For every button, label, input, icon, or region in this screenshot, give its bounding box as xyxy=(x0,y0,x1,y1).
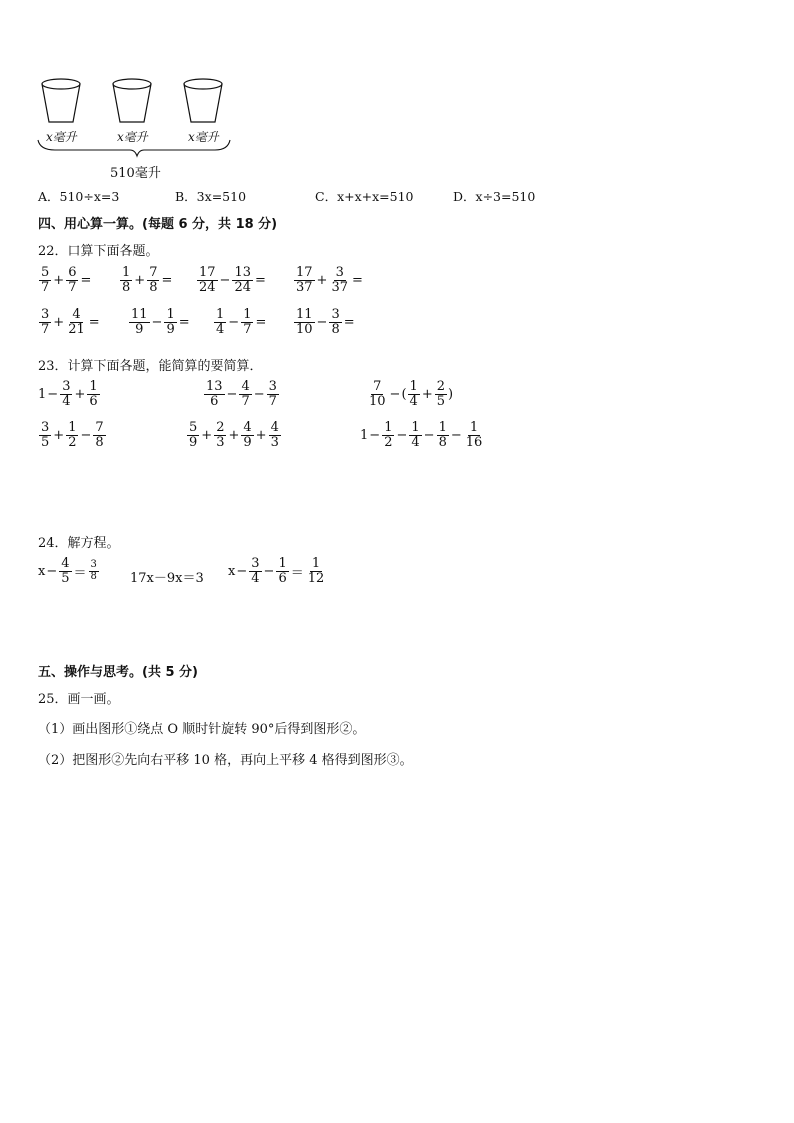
question-24-text: 24．解方程。 xyxy=(38,536,120,551)
cup-1-label: x毫升 xyxy=(46,130,77,144)
question-25-sub-1: （1）画出图形①绕点 O 顺时针旋转 90°后得到图形②。 xyxy=(38,722,366,737)
q22-item-6: $\frac{11}{9}$ − $\frac{1}{9}$ = xyxy=(131,307,190,337)
question-25-text: 25．画一画。 xyxy=(38,692,120,707)
cup-2-label: x毫升 xyxy=(117,130,148,144)
cup-2-icon xyxy=(113,79,151,122)
section-4-title: 四、用心算一算。(每题 6 分，共 18 分) xyxy=(38,217,278,232)
q23-expr-5: $\frac{5}{9}$ + $\frac{2}{3}$ + $\frac{4}{9}$ + $\frac{4}{3}$ xyxy=(189,420,279,450)
cups-figure xyxy=(35,70,235,160)
q24-equation-3: x − $\frac{3}{4}$ − $\frac{1}{6}$ ＝ $\frac{1}{12}$ xyxy=(228,556,325,586)
cup-1-icon xyxy=(42,79,80,122)
question-23-text: 23．计算下面各题，能简算的要简算． xyxy=(38,359,263,374)
q22-item-3: $\frac{17}{24}$ − $\frac{13}{24}$ = xyxy=(199,265,266,295)
cup-3-label: x毫升 xyxy=(188,130,219,144)
q24-equation-1: x − $\frac{4}{5}$ ＝ $\frac{3}{8}$ xyxy=(38,556,97,586)
q22-item-4: $\frac{17}{37}$ + $\frac{3}{37}$ = xyxy=(296,265,363,295)
q23-expr-3: $\frac{7}{10}$ − ( $\frac{1}{4}$ + $\frac{2}{5}$ ) xyxy=(369,379,454,409)
option-c: C．x+x+x=510 xyxy=(315,189,414,204)
q23-expr-2: $\frac{13}{6}$ − $\frac{4}{7}$ − $\frac{3}{7}$ xyxy=(206,379,277,409)
q22-item-1: $\frac{5}{7}$ + $\frac{6}{7}$ = xyxy=(41,265,92,295)
q22-item-2: $\frac{1}{8}$ + $\frac{7}{8}$ = xyxy=(122,265,173,295)
q24-equation-2: 17x－9x＝3 xyxy=(130,571,204,586)
total-label: 510毫升 xyxy=(110,166,161,181)
option-a: A．510÷x=3 xyxy=(38,189,120,204)
q23-expr-6: 1 − $\frac{1}{2}$ − $\frac{1}{4}$ − $\frac{1}{8}$ − $\frac{1}{16}$ xyxy=(360,420,483,450)
question-25-sub-2: （2）把图形②先向右平移 10 格，再向上平移 4 格得到图形③。 xyxy=(38,753,413,768)
section-5-title: 五、操作与思考。(共 5 分) xyxy=(38,665,198,680)
q23-expr-1: 1 − $\frac{3}{4}$ + $\frac{1}{6}$ xyxy=(38,379,98,409)
option-d: D．x÷3=510 xyxy=(453,189,536,204)
option-b: B．3x=510 xyxy=(175,189,247,204)
question-22-text: 22．口算下面各题。 xyxy=(38,244,159,259)
q22-item-5: $\frac{3}{7}$ + $\frac{4}{21}$ = xyxy=(41,307,100,337)
cup-3-icon xyxy=(184,79,222,122)
q23-expr-4: $\frac{3}{5}$ + $\frac{1}{2}$ − $\frac{7}{8}$ xyxy=(41,420,104,450)
q22-item-7: $\frac{1}{4}$ − $\frac{1}{7}$ = xyxy=(216,307,267,337)
q22-item-8: $\frac{11}{10}$ − $\frac{3}{8}$ = xyxy=(296,307,355,337)
